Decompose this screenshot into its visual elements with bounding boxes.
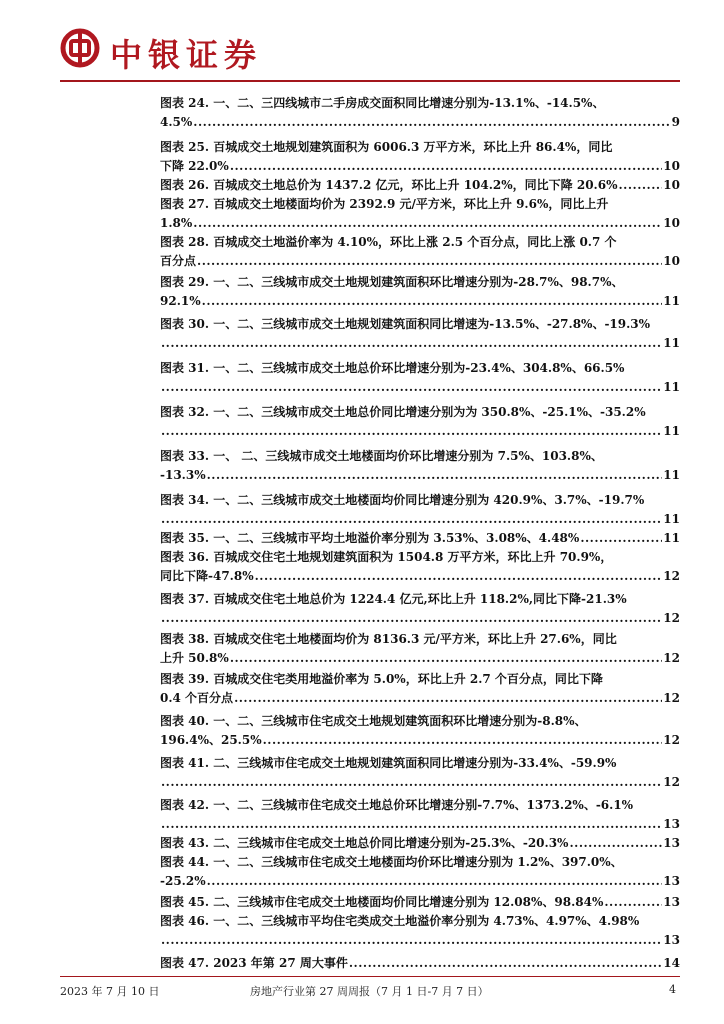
toc-entry[interactable] xyxy=(160,590,680,628)
toc-page-number: 12 xyxy=(663,775,680,789)
toc-entry-title: 图表 33. 一、 二、三线城市成交土地楼面均价环比增速分别为 7.5%、103.8%、 xyxy=(160,449,603,463)
toc-leader-dots xyxy=(207,466,663,485)
toc-leader-dots xyxy=(161,334,662,353)
toc-page-number: 10 xyxy=(663,216,680,230)
toc-leader-dots xyxy=(230,157,662,176)
toc-entry[interactable] xyxy=(160,138,680,176)
toc-leader-dots xyxy=(263,731,663,750)
toc-leader-dots xyxy=(161,378,662,397)
toc-leader-dots xyxy=(234,689,662,708)
toc-page-number: 13 xyxy=(663,836,680,850)
toc-page-number: 9 xyxy=(671,115,680,129)
toc-page-number: 12 xyxy=(663,569,680,583)
toc-leader-dots xyxy=(569,834,662,853)
brand-name: 中银证券 xyxy=(110,36,263,74)
toc-leader-dots xyxy=(193,214,662,233)
toc-entry-tail: 同比下降-47.8% xyxy=(160,569,254,583)
toc-leader-dots xyxy=(604,893,662,912)
toc-entry-tail: 图表 43. 二、三线城市住宅成交土地总价同比增速分别为-25.3%、-20.3% xyxy=(160,836,569,850)
toc-entry[interactable] xyxy=(160,754,680,792)
toc-page-number: 12 xyxy=(663,691,680,705)
toc-page-number: 11 xyxy=(663,294,680,308)
toc-entry[interactable] xyxy=(160,893,680,912)
toc-entry[interactable] xyxy=(160,670,680,708)
bank-of-china-logo-icon xyxy=(60,28,100,68)
toc-leader-dots xyxy=(349,954,662,973)
toc-page-number: 11 xyxy=(663,336,680,350)
toc-page-number: 13 xyxy=(663,933,680,947)
toc-entry[interactable] xyxy=(160,529,680,548)
toc-entry[interactable] xyxy=(160,912,680,950)
toc-entry-tail: 92.1% xyxy=(160,294,201,308)
toc-page-number: 11 xyxy=(663,468,680,482)
toc-entry[interactable] xyxy=(160,233,680,271)
toc-entry-tail: 百分点 xyxy=(160,254,197,268)
toc-entry[interactable] xyxy=(160,712,680,750)
toc-entry-title: 图表 27. 百城成交土地楼面均价为 2392.9 元/平方米，环比上升 9.6%，同比上升 xyxy=(160,197,609,211)
toc-leader-dots xyxy=(161,815,662,834)
toc-entry-tail: 上升 50.8% xyxy=(160,651,229,665)
toc-entry-title: 图表 34. 一、二、三线城市成交土地楼面均价同比增速分别为 420.9%、3.7%、-19.7% xyxy=(160,493,645,507)
toc-page-number: 11 xyxy=(663,380,680,394)
toc-leader-dots xyxy=(161,931,662,950)
toc-entry-tail: -25.2% xyxy=(160,874,206,888)
toc-entry[interactable] xyxy=(160,630,680,668)
toc-leader-dots xyxy=(161,422,662,441)
toc-entry-tail: 图表 47. 2023 年第 27 周大事件 xyxy=(160,956,348,970)
toc-entry[interactable] xyxy=(160,359,680,397)
toc-entry-title: 图表 46. 一、二、三线城市平均住宅类成交土地溢价率分别为 4.73%、4.97%、4.98% xyxy=(160,914,640,928)
toc-page-number: 12 xyxy=(663,611,680,625)
toc-entry[interactable] xyxy=(160,403,680,441)
toc-leader-dots xyxy=(161,510,662,529)
toc-entry-title: 图表 25. 百城成交土地规划建筑面积为 6006.3 万平方米，环比上升 86.4%，同比 xyxy=(160,140,613,154)
toc-leader-dots xyxy=(161,773,662,792)
toc-entry[interactable] xyxy=(160,273,680,311)
toc-entry-title: 图表 40. 一、二、三线城市住宅成交土地规划建筑面积环比增速分别为-8.8%、 xyxy=(160,714,587,728)
toc-entry[interactable] xyxy=(160,94,680,132)
toc-entry-tail: 下降 22.0% xyxy=(160,159,229,173)
toc-entry[interactable] xyxy=(160,796,680,834)
toc-page-number: 11 xyxy=(663,424,680,438)
toc-leader-dots xyxy=(230,649,662,668)
toc-page-number: 13 xyxy=(663,874,680,888)
toc-entry-title: 图表 37. 百城成交住宅土地总价为 1224.4 亿元,环比上升 118.2%,同比下降-21.3% xyxy=(160,592,627,606)
toc-entry-tail: -13.3% xyxy=(160,468,206,482)
table-of-figures xyxy=(160,94,680,973)
toc-entry-title: 图表 24. 一、二、三四线城市二手房成交面积同比增速分别为-13.1%、-14.5%、 xyxy=(160,96,605,110)
toc-page-number: 10 xyxy=(663,159,680,173)
toc-leader-dots xyxy=(193,113,670,132)
toc-entry-title: 图表 28. 百城成交土地溢价率为 4.10%，环比上涨 2.5 个百分点，同比上涨 0.7 个 xyxy=(160,235,617,249)
toc-entry-title: 图表 44. 一、二、三线城市住宅成交土地楼面均价环比增速分别为 1.2%、397.0%、 xyxy=(160,855,623,869)
toc-page-number: 10 xyxy=(663,254,680,268)
toc-leader-dots xyxy=(161,609,662,628)
toc-entry[interactable] xyxy=(160,447,680,485)
toc-entry[interactable] xyxy=(160,176,680,195)
toc-page-number: 11 xyxy=(663,531,680,545)
toc-entry-title: 图表 39. 百城成交住宅类用地溢价率为 5.0%，环比上升 2.7 个百分点，同比下降 xyxy=(160,672,603,686)
toc-entry-title: 图表 29. 一、二、三线城市成交土地规划建筑面积环比增速分别为-28.7%、98.7%、 xyxy=(160,275,624,289)
footer-rule xyxy=(60,976,680,977)
toc-entry-tail: 1.8% xyxy=(160,216,193,230)
toc-entry-tail: 4.5% xyxy=(160,115,193,129)
header-rule xyxy=(60,80,680,82)
toc-entry-title: 图表 41. 二、三线城市住宅成交土地规划建筑面积同比增速分别为-33.4%、-59.9% xyxy=(160,756,617,770)
toc-leader-dots xyxy=(207,872,663,891)
toc-entry[interactable] xyxy=(160,315,680,353)
footer-report-title: 房地产行业第 27 周周报（7 月 1 日-7 月 7 日） xyxy=(250,985,489,998)
toc-page-number: 11 xyxy=(663,512,680,526)
toc-entry-title: 图表 36. 百城成交住宅土地规划建筑面积为 1504.8 万平方米，环比上升 70.9%， xyxy=(160,550,613,564)
toc-entry-title: 图表 38. 百城成交住宅土地楼面均价为 8136.3 元/平方米，环比上升 27.6%，同比 xyxy=(160,632,617,646)
toc-page-number: 14 xyxy=(663,956,680,970)
toc-leader-dots xyxy=(580,529,662,548)
toc-leader-dots xyxy=(197,252,662,271)
toc-entry-title: 图表 30. 一、二、三线城市成交土地规划建筑面积同比增速为-13.5%、-27.8%、-19.3% xyxy=(160,317,651,331)
toc-page-number: 12 xyxy=(663,651,680,665)
toc-page-number: 13 xyxy=(663,895,680,909)
toc-leader-dots xyxy=(618,176,662,195)
toc-leader-dots xyxy=(255,567,663,586)
toc-entry[interactable] xyxy=(160,548,680,586)
toc-page-number: 10 xyxy=(663,178,680,192)
toc-entry[interactable] xyxy=(160,491,680,529)
toc-entry-tail: 0.4 个百分点 xyxy=(160,691,234,705)
toc-entry-title: 图表 42. 一、二、三线城市住宅成交土地总价环比增速分别-7.7%、1373.2%、-6.1% xyxy=(160,798,634,812)
toc-entry[interactable] xyxy=(160,195,680,233)
footer-page-number: 4 xyxy=(669,983,676,996)
toc-entry[interactable] xyxy=(160,853,680,891)
toc-entry[interactable] xyxy=(160,954,680,973)
footer-date: 2023 年 7 月 10 日 xyxy=(60,985,160,998)
toc-page-number: 13 xyxy=(663,817,680,831)
toc-entry-tail: 图表 26. 百城成交土地总价为 1437.2 亿元，环比上升 104.2%，同比下降 20.6% xyxy=(160,178,618,192)
toc-page-number: 12 xyxy=(663,733,680,747)
toc-entry-title: 图表 32. 一、二、三线城市成交土地总价同比增速分别为为 350.8%、-25.1%、-35.2% xyxy=(160,405,646,419)
toc-leader-dots xyxy=(202,292,663,311)
toc-entry-tail: 图表 45. 二、三线城市住宅成交土地楼面均价同比增速分别为 12.08%、98.84% xyxy=(160,895,604,909)
toc-entry-tail: 图表 35. 一、二、三线城市平均土地溢价率分别为 3.53%、3.08%、4.48% xyxy=(160,531,580,545)
toc-entry-tail: 196.4%、25.5% xyxy=(160,733,262,747)
toc-entry-title: 图表 31. 一、二、三线城市成交土地总价环比增速分别为-23.4%、304.8%、66.5% xyxy=(160,361,625,375)
toc-entry[interactable] xyxy=(160,834,680,853)
